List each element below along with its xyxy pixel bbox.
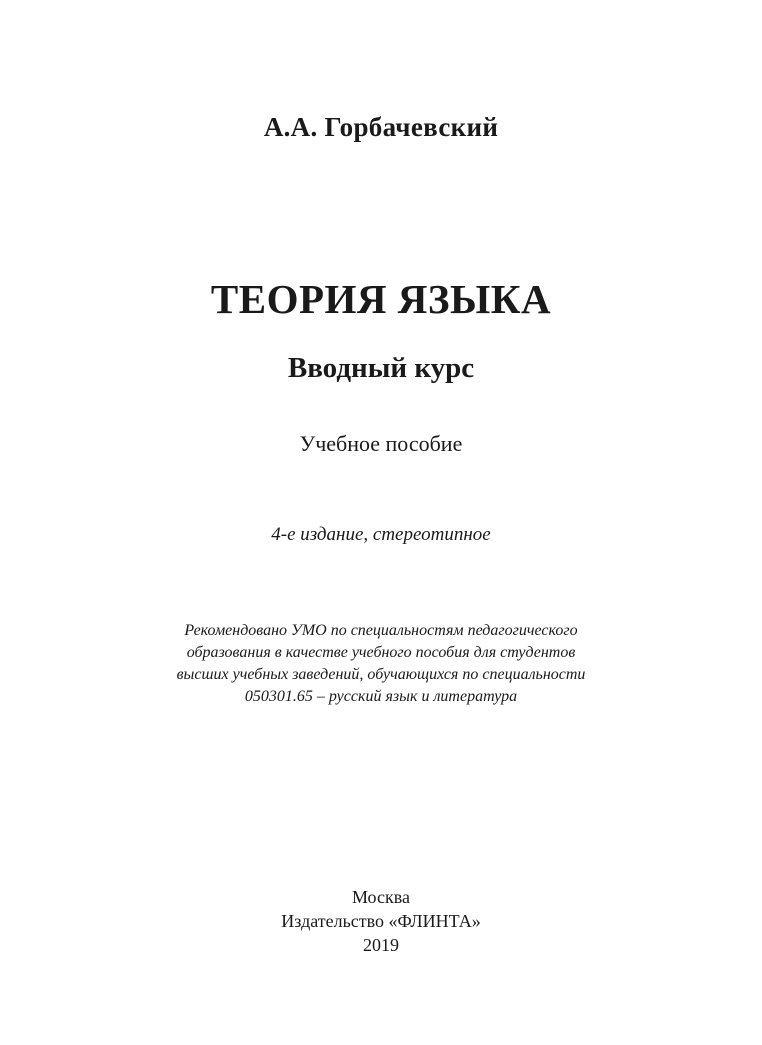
author-name: А.А. Горбачевский bbox=[263, 112, 499, 142]
publication-year: 2019 bbox=[363, 935, 399, 955]
imprint-block bbox=[0, 885, 762, 957]
recommendation-block bbox=[0, 620, 762, 708]
book-title: ТЕОРИЯ ЯЗЫКА bbox=[210, 276, 552, 322]
book-subtitle: Вводный курс bbox=[287, 352, 475, 384]
recommendation-line: Рекомендовано УМО по специальностям педагогического bbox=[184, 622, 578, 639]
recommendation-line: 050301.65 – русский язык и литература bbox=[244, 688, 518, 705]
recommendation-line: образования в качестве учебного пособия для студентов bbox=[186, 644, 576, 661]
publication-city: Москва bbox=[352, 887, 410, 907]
document-type: Учебное пособие bbox=[299, 431, 463, 456]
publisher-name: Издательство «ФЛИНТА» bbox=[281, 911, 481, 931]
edition-note: 4-е издание, стереотипное bbox=[271, 524, 491, 545]
recommendation-line: высших учебных заведений, обучающихся по специальности bbox=[176, 666, 586, 683]
